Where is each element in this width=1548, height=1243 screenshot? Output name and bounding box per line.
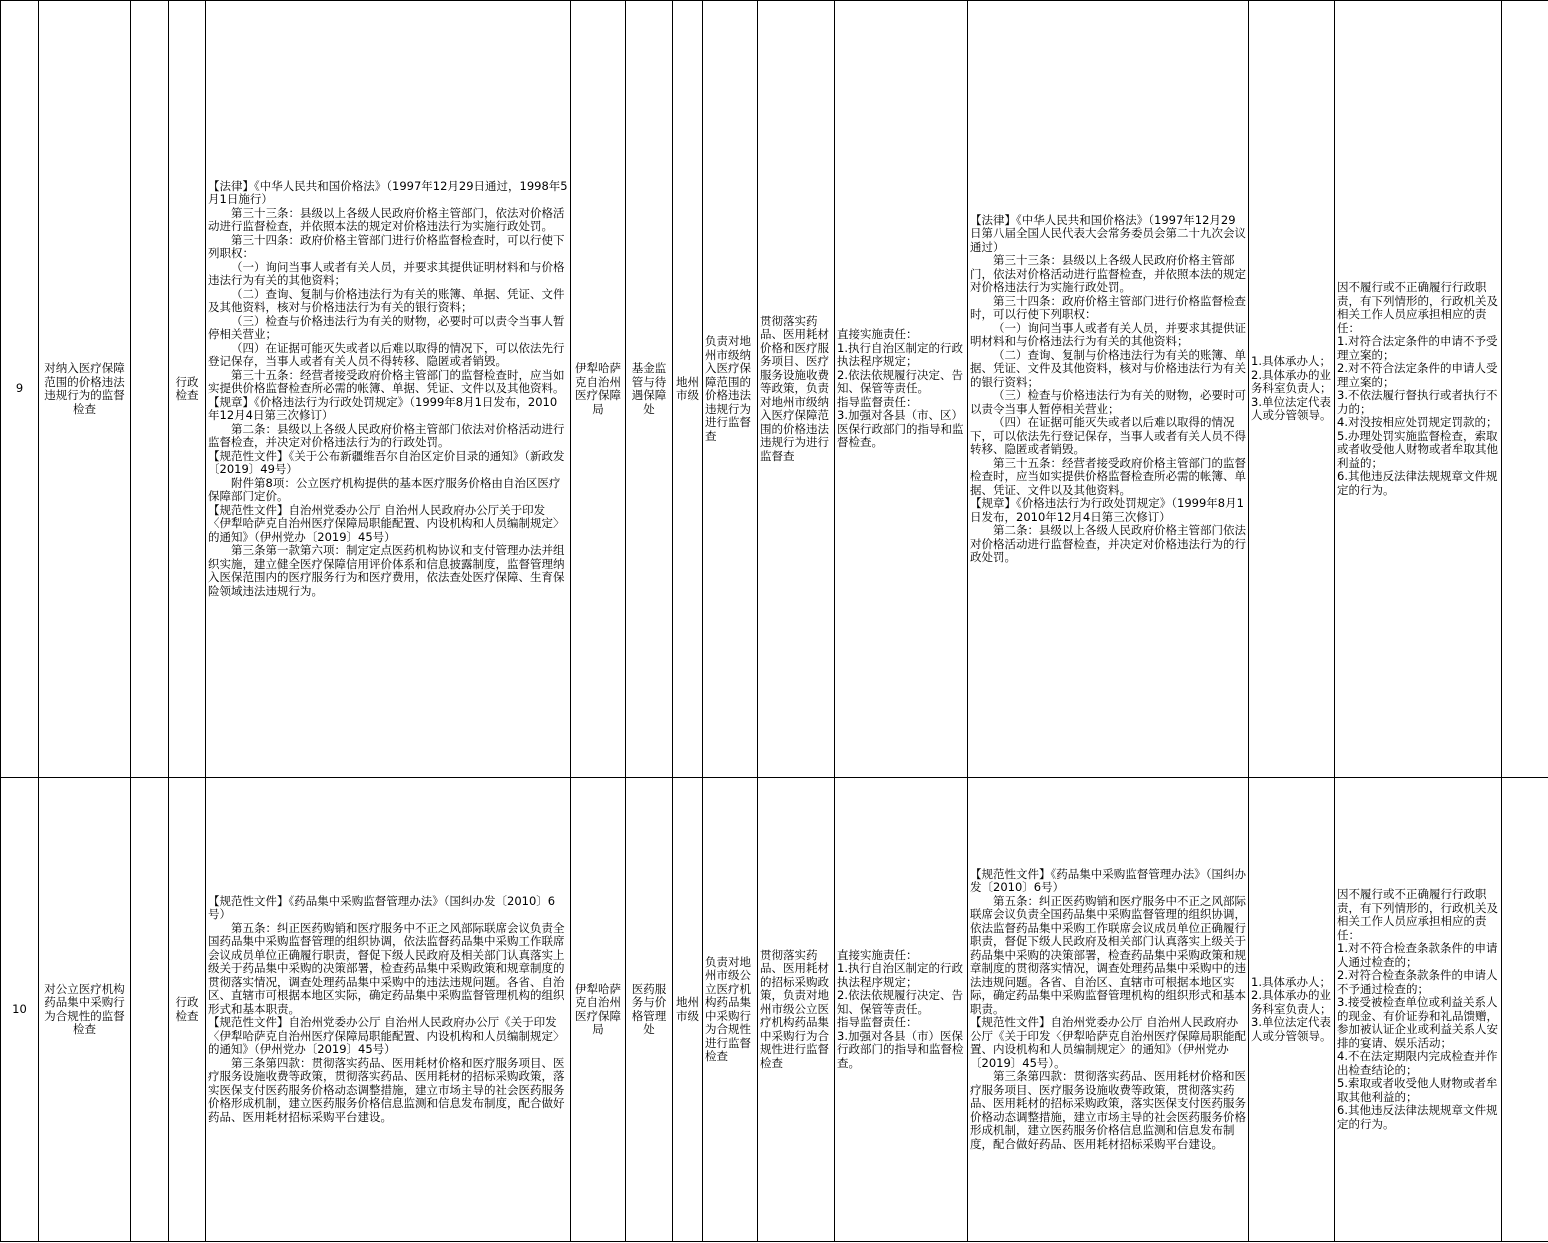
subject-line: 1.具体承办人； [1251,354,1331,369]
basis2-line: 【规范性文件】《药品集中采购监督管理办法》（国纠办发〔2010〕6号） [970,866,1246,895]
table-row [1,1,1548,778]
liability-line: 1.对不符合检查条款条件的申请人通过检查的； [1337,941,1498,969]
basis-line: 第五条：纠正医药购销和医疗服务中不正之风部际联席会议负责全国药品集中采购监督管理的组织协调，依法监督药品集中采购工作联席会议成员单位正确履行职责，督促下级人民政府及相关部门认真落实上级关于药品集中采购的决策部署，检查药品集中采购政策和规章制度的贯彻落实情况，调查处理药品集中采购中的违法违规问题。各省、自治区、直辖市可根据本地区实际，确定药品集中采购监督管理机构的组织形式和基本职责。 [208,920,565,1016]
remarks [1502,1,1548,778]
liability-line: 5.索取或者收受他人财物或者牟取其他利益的； [1337,1076,1498,1104]
basis2-line: （四）在证据可能灭失或者以后难以取得的情况下，可以依法先行登记保存，当事人或者有关人员不得转移、隐匿或者销毁。 [970,415,1246,456]
item-name: 对公立医疗机构药品集中采购行为合规性的监督检查 [39,778,131,1242]
accountability-circumstances [1335,778,1502,1242]
duty-line: 2.依法依规履行决定、告知、保管等责任。 [837,367,963,396]
basis-line: 第三十五条：经营者接受政府价格主管部门的监督检查时，应当如实提供价格监督检查所必需的帐簿、单据、凭证、文件以及其他资料。 [208,367,565,396]
responsibility-items [835,1,968,778]
basis-line: 【规范性文件】自治州党委办公厅 自治州人民政府办公厅关于印发〈伊犁哈萨克自治州医疗保障局职能配置、内设机构和人员编制规定〉的通知》（伊州党办〔2019〕45号） [208,502,565,544]
basis2-line: （一）询问当事人或者有关人员，并要求其提供证明材料和与价格违法行为有关的其他资料； [970,320,1246,348]
basis-line: 【规章】《价格违法行为行政处罚规定》（1999年8月1日发布，2010年12月4日第三次修订） [208,394,558,423]
power-type: 行政检查 [169,1,206,778]
duty-line: 指导监督责任： [837,394,918,409]
basis2-line: 第五条：纠正医药购销和医疗服务中不正之风部际联席会议负责全国药品集中采购监督管理的组织协调，依法监督药品集中采购工作联席会议成员单位正确履行职责，督促下级人民政府及相关部门认真落实上级关于药品集中采购的决策部署，检查药品集中采购政策和规章制度的贯彻落实情况，调查处理药品集中采购中的违法违规问题。各省、自治区、直辖市可根据本地区实际，确定药品集中采购监督管理机构的组织形式和基本职责。 [970,893,1246,1016]
item-name: 对纳入医疗保障范围的价格违法违规行为的监督检查 [39,1,131,778]
responsibility-basis [968,1,1249,778]
liability-line: 4.对没按相应处罚规定罚款的； [1337,415,1498,429]
responsibility-items [835,778,968,1242]
basis2-line: 第三十三条：县级以上各级人民政府价格主管部门，依法对价格活动进行监督检查，并依照本法的规定对价格违法行为实施行政处罚。 [970,253,1246,294]
liability-line: 4.不在法定期限内完成检查并作出检查结论的； [1337,1049,1498,1077]
liability-line: 5.办理处罚实施监督检查，索取或者收受他人财物或者牟取其他利益的； [1337,428,1498,470]
responsibility-content: 贯彻落实药品、医用耗材价格和医疗服务项目、医疗服务设施收费等政策，负责对地州市级纳入医疗保障范围的价格违法违规行为进行监督查 [758,1,835,778]
liability-line: 因不履行或不正确履行行政职责，有下列情形的，行政机关及相关工作人员应承担相应的责任： [1337,887,1498,942]
exercise-level: 地州市级 [673,1,703,778]
basis2-line: 【规章】《价格违法行为行政处罚规定》（1999年8月1日发布，2010年12月4日第三次修订） [970,496,1244,524]
liability-line: 因不履行或不正确履行行政职责，有下列情形的，行政机关及相关工作人员应承担相应的责任： [1337,280,1498,335]
subject-line: 2.具体承办的业务科室负责人； [1251,367,1332,396]
duty-line: 1.执行自治区制定的行政执法程序规定； [837,961,963,989]
basis-line: （一）询问当事人或者有关人员，并要求其提供证明材料和与价格违法行为有关的其他资料； [208,259,565,288]
basis-line: 【规范性文件】《关于公布新疆维吾尔自治区定价目录的通知》（新政发〔2019〕49号） [208,448,565,477]
duty-line: 3.加强对各县（市）医保行政部门的指导和监督检查。 [837,1028,964,1070]
duty-line: 1.执行自治区制定的行政执法程序规定； [837,340,963,369]
basis-line: 【规范性文件】自治州党委办公厅 自治州人民政府办公厅《关于印发〈伊犁哈萨克自治州医疗保障局职能配置、内设机构和人员编制规定〉的通知》（伊州党办〔2019〕45号） [208,1015,565,1057]
liability-line: 3.不依法履行督执行或者执行不力的； [1337,388,1498,416]
accountability-circumstances [1335,1,1502,778]
duty-line: 2.依法依规履行决定、告知、保管等责任。 [837,988,963,1016]
legal-basis [206,1,571,778]
basis-line: 第三条第一款第六项：制定定点医药机构协议和支付管理办法并组织实施，建立健全医疗保障信用评价体系和信息披露制度，监督管理纳入医保范围内的医疗服务行为和医疗费用，依法查处医疗保障、生育保险领域违法违规行为。 [208,543,565,598]
liability-line: 6.其他违反法律法规规章文件规定的行为。 [1337,469,1498,497]
sub-item [131,778,169,1242]
basis2-line: （三）检查与价格违法行为有关的财物，必要时可以责令当事人暂停相关营业； [970,388,1246,416]
basis-line: 第三十三条：县级以上各级人民政府价格主管部门，依法对价格活动进行监督检查，并依照本法的规定对价格违法行为实施行政处罚。 [208,205,565,234]
basis2-line: 【规范性文件】自治州党委办公厅 自治州人民政府办公厅《关于印发〈伊犁哈萨克自治州医疗保障局职能配置、内设机构和人员编制规定〉的通知》（伊州党办〔2019〕45号）。 [970,1015,1246,1070]
basis-line: 【法律】《中华人民共和国价格法》（1997年12月29日通过，1998年5月1日施行） [208,178,568,207]
liability-line: 3.接受被检查单位或利益关系人的现金、有价证券和礼品馈赠，参加被认证企业或利益关系人安排的宴请、娱乐活动； [1337,995,1498,1050]
basis-line: 第三条第四款：贯彻落实药品、医用耗材价格和医疗服务项目、医疗服务设施收费等政策，贯彻落实药品、医用耗材的招标采购政策，落实医保支付医药服务价格动态调整措施，建立市场主导的社会医药服务价格形成机制，建立医药服务价格信息监测和信息发布制度，配合做好药品、医用耗材招标采购平台建设。 [208,1055,565,1124]
power-type: 行政检查 [169,778,206,1242]
implementing-department: 伊犁哈萨克自治州医疗保障局 [571,1,626,778]
duty-line: 直接实施责任： [837,327,918,342]
duty-line: 指导监督责任： [837,1015,918,1030]
basis-line: 附件第8项：公立医疗机构提供的基本医疗服务价格由自治区医疗保障部门定价。 [208,475,561,504]
exercise-scope: 负责对地州市级纳入医疗保障范围的价格违法违规行为进行监督查 [703,1,758,778]
basis-line: （二）查询、复制与价格违法行为有关的账簿、单据、凭证、文件及其他资料，核对与价格违法行为有关的银行资料； [208,286,565,315]
legal-basis [206,778,571,1242]
responsible-office: 基金监管与待遇保障处 [626,1,673,778]
subject-line: 2.具体承办的业务科室负责人； [1251,988,1332,1016]
responsibility-content: 贯彻落实药品、医用耗材的招标采购政策，负责对地州市级公立医疗机构药品集中采购行为合规性进行监督检查 [758,778,835,1242]
responsible-subject [1249,1,1335,778]
liability-line: 6.其他违反法律法规规章文件规定的行为。 [1337,1103,1498,1131]
duty-line: 直接实施责任： [837,947,918,962]
row-number: 10 [1,778,39,1242]
basis-line: （四）在证据可能灭失或者以后难以取得的情况下，可以依法先行登记保存，当事人或者有关人员不得转移、隐匿或者销毁。 [208,340,565,369]
row-number: 9 [1,1,39,778]
table-row [1,778,1548,1242]
liability-line: 2.对符合检查条款条件的申请人不予通过检查的； [1337,968,1498,996]
basis2-line: 第三十四条：政府价格主管部门进行价格监督检查时，可以行使下列职权： [970,293,1246,321]
liability-line: 2.对不符合法定条件的申请人受理立案的； [1337,361,1498,389]
basis-line: 第三十四条：政府价格主管部门进行价格监督检查时，可以行使下列职权： [208,232,565,261]
basis-line: （三）检查与价格违法行为有关的财物，必要时可以责令当事人暂停相关营业； [208,313,565,342]
exercise-scope: 负责对地州市级公立医疗机构药品集中采购行为合规性进行监督检查 [703,778,758,1242]
basis2-line: 第二条：县级以上各级人民政府价格主管部门依法对价格活动进行监督检查，并决定对价格违法行为的行政处罚。 [970,523,1246,564]
liability-line: 1.对符合法定条件的申请不予受理立案的； [1337,334,1498,362]
duty-line: 3.加强对各县（市、区）医保行政部门的指导和监督检查。 [837,408,964,450]
basis-line: 【规范性文件】《药品集中采购监督管理办法》（国纠办发〔2010〕6号） [208,893,556,922]
subject-line: 1.具体承办人； [1251,974,1331,989]
subject-line: 3.单位法定代表人或分管领导。 [1251,1015,1332,1043]
responsibility-basis [968,778,1249,1242]
basis2-line: 第三十五条：经营者接受政府价格主管部门的监督检查时，应当如实提供价格监督检查所必需的帐簿、单据、凭证、文件以及其他资料。 [970,455,1246,497]
basis2-line: 第三条第四款：贯彻落实药品、医用耗材价格和医疗服务项目、医疗服务设施收费等政策，贯彻落实药品、医用耗材的招标采购政策，落实医保支付医药服务价格动态调整措施，建立市场主导的社会医药服务价格形成机制，建立医药服务价格信息监测和信息发布制度，配合做好药品、医用耗材招标采购平台建设。 [970,1069,1246,1151]
responsible-office: 医药服务与价格管理处 [626,778,673,1242]
basis2-line: 【法律】《中华人民共和国价格法》（1997年12月29日第八届全国人民代表大会常务委员会第二十九次会议通过） [970,212,1246,254]
subject-line: 3.单位法定代表人或分管领导。 [1251,394,1332,423]
sub-item [131,1,169,778]
implementing-department: 伊犁哈萨克自治州医疗保障局 [571,778,626,1242]
remarks [1502,778,1548,1242]
exercise-level: 地州市级 [673,778,703,1242]
basis2-line: （二）查询、复制与价格违法行为有关的账簿、单据、凭证、文件及其他资料，核对与价格违法行为有关的银行资料； [970,347,1246,389]
basis-line: 第二条：县级以上各级人民政府价格主管部门依法对价格活动进行监督检查，并决定对价格违法行为的行政处罚。 [208,421,565,450]
responsible-subject [1249,778,1335,1242]
